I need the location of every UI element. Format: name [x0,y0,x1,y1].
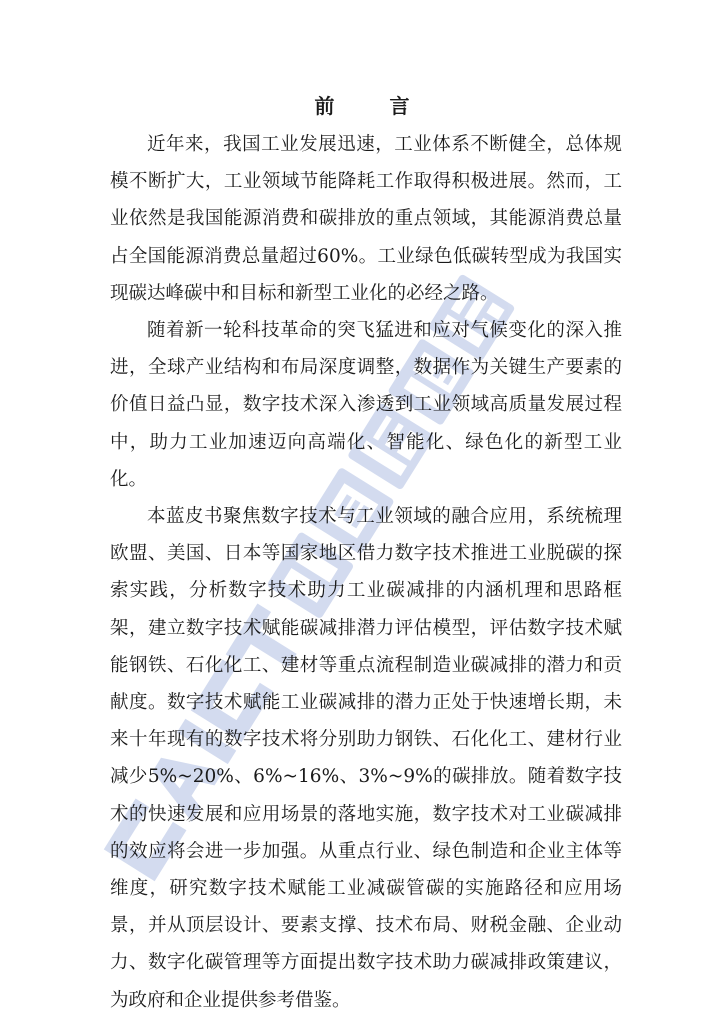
paragraph-2: 随着新一轮科技革命的突飞猛进和应对气候变化的深入推进，全球产业结构和布局深度调整，数据作为关键生产要素的价值日益凸显，数字技术深入渗透到工业领域高质量发展过程中，助力工业加速迈向高端化、智能化、绿色化的新型工业化。 [110,320,622,490]
paragraph-1: 近年来，我国工业发展迅速，工业体系不断健全，总体规模不断扩大，工业领域节能降耗工作取得积极进展。然而，工业依然是我国能源消费和碳排放的重点领域，其能源消费总量占全国能源消费总量超过60%。工业绿色低碳转型成为我国实现碳达峰碳中和目标和新型工业化的必经之路。 [110,134,622,304]
paragraph-3: 本蓝皮书聚焦数字技术与工业领域的融合应用，系统梳理欧盟、美国、日本等国家地区借力数字技术推进工业脱碳的探索实践，分析数字技术助力工业碳减排的内涵机理和思路框架，建立数字技术赋能碳减排潜力评估模型，评估数字技术赋能钢铁、石化化工、建材等重点流程制造业碳减排的潜力和贡献度。数字技术赋能工业碳减排的潜力正处于快速增长期，未来十年现有的数字技术将分别助力钢铁、石化化工、建材行业减少5%~20%、6%~16%、3%~9%的碳排放。随着数字技术的快速发展和应用场景的落地实施，数字技术对工业碳减排的效应将会进一步加强。从重点行业、绿色制造和企业主体等维度，研究数字技术赋能工业减碳管碳的实施路径和应用场景，并从顶层设计、要素支撑、技术布局、财税金融、企业动力、数字化碳管理等方面提出数字技术助力碳减排政策建议，为政府和企业提供参考借鉴。 [110,506,622,1011]
body-text [110,126,622,1019]
page-title: 前 言 [314,94,434,118]
